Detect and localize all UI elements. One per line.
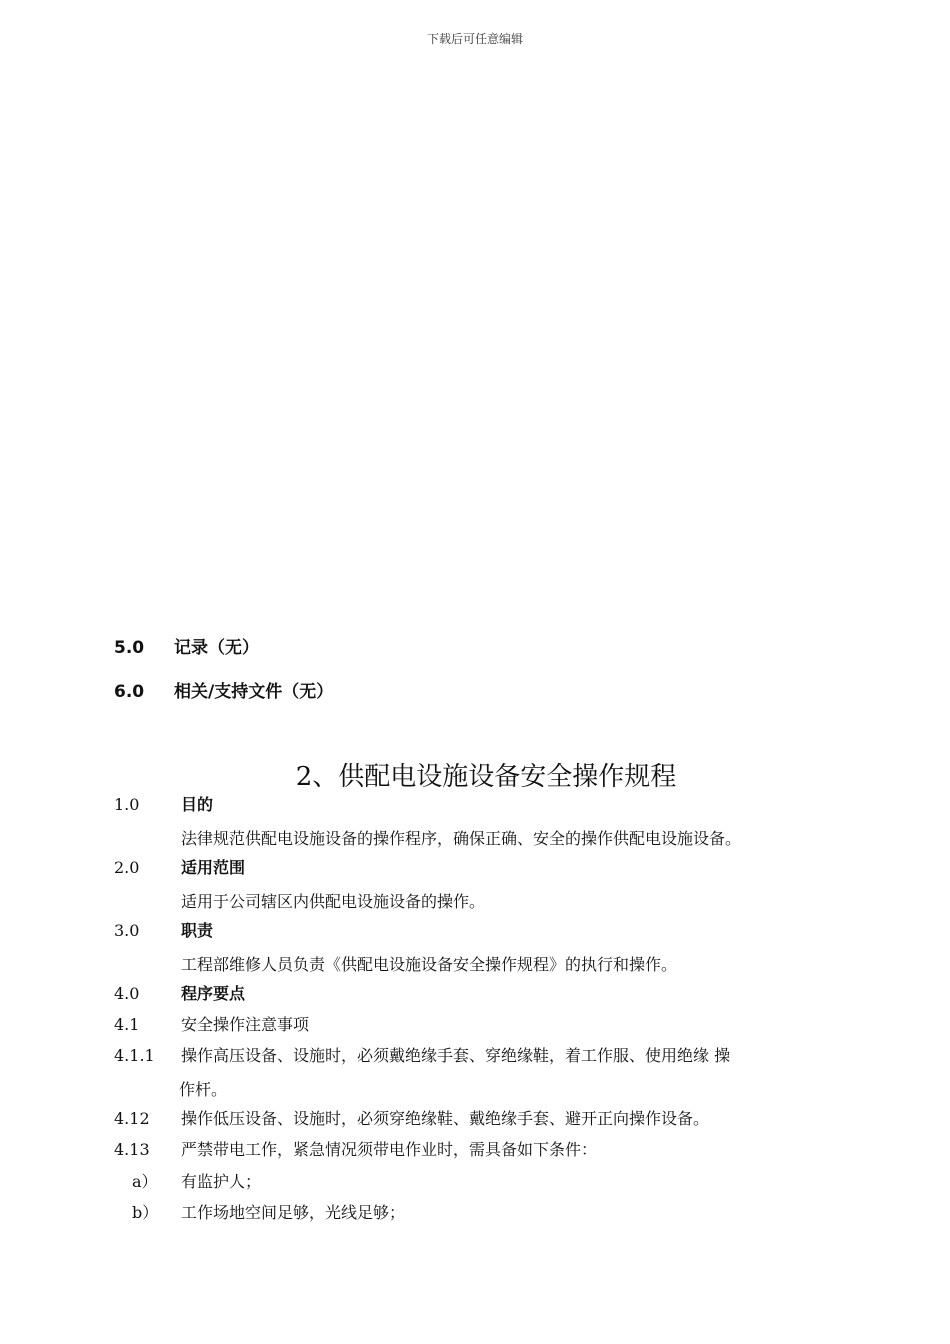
- section-related-files: [114, 677, 333, 702]
- section-title: 相关/支持文件（无）: [174, 682, 334, 702]
- item-text: 操作高压设备、设施时，必须戴绝缘手套、穿绝缘鞋，着工作服、使用绝缘 操: [181, 1046, 731, 1065]
- item-text: 严禁带电工作，紧急情况须带电作业时，需具备如下条件：: [181, 1140, 598, 1159]
- section-body: 适用于公司辖区内供配电设施设备的操作。: [181, 892, 486, 911]
- section-number: 4.0: [114, 984, 140, 1003]
- page-header: 下载后可任意编辑: [426, 32, 523, 46]
- section-records: [114, 633, 259, 658]
- section-title: 适用范围: [181, 858, 246, 877]
- section-title: 程序要点: [181, 984, 246, 1003]
- section-body: 工程部维修人员负责《供配电设施设备安全操作规程》的执行和操作。: [181, 955, 678, 974]
- item-text: 安全操作注意事项: [181, 1015, 310, 1034]
- section-title: 记录（无）: [174, 638, 259, 658]
- section-title: 职责: [181, 921, 214, 940]
- item-number: 4.1.1: [114, 1046, 155, 1065]
- item-number: 4.12: [114, 1109, 150, 1128]
- item-number: 4.13: [114, 1140, 150, 1159]
- section-number: 5.0: [114, 638, 145, 658]
- item-text: 操作低压设备、设施时，必须穿绝缘鞋、戴绝缘手套、避开正向操作设备。: [181, 1109, 710, 1128]
- list-marker: a）: [132, 1172, 158, 1191]
- list-marker: b）: [132, 1203, 159, 1222]
- list-text: 有监护人；: [181, 1172, 262, 1191]
- section-number: 6.0: [114, 682, 145, 702]
- item-number: 4.1: [114, 1015, 140, 1034]
- section-title: 目的: [181, 795, 214, 814]
- section-number: 1.0: [114, 795, 140, 814]
- list-text: 工作场地空间足够，光线足够；: [181, 1203, 406, 1222]
- section-number: 2.0: [114, 858, 140, 877]
- item-text-continued: 作杆。: [179, 1080, 228, 1099]
- document-title: 2、供配电设施设备安全操作规程: [295, 762, 677, 792]
- section-number: 3.0: [114, 921, 140, 940]
- section-body: 法律规范供配电设施设备的操作程序，确保正确、安全的操作供配电设施设备。: [181, 829, 742, 848]
